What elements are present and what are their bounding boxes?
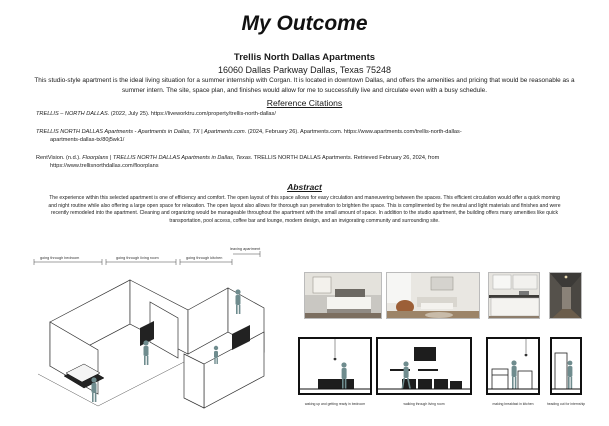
reference-title: TRELLIS NORTH DALLAS Apartments - Apartments in Dallas, TX | Apartments.com.	[36, 129, 247, 135]
label-bedroom: going through bedroom	[40, 256, 80, 260]
isometric-walls	[50, 280, 264, 408]
vignette-caption: waking up and getting ready in bedroom	[304, 402, 366, 406]
label-leaving: leaving apartment	[230, 247, 261, 251]
reference-detail: (2022, July 25). https://liveworktru.com/property/trellis-north-dallas/	[109, 111, 276, 117]
reference-item	[36, 154, 576, 170]
kitchen-vignette	[488, 339, 538, 393]
leaving-vignette-panel	[550, 337, 582, 395]
abstract-text: The experience within this selected apartment is one of efficiency and comfort. The open layout of this space allows for easy circulation and maneuvering between the spaces. This efficient circulation would offer a quick morning and night routine while also offering a large open space for relaxation. The open layout also allows for thorough sun penetration to brighten the space. This is complimented by the neutral and light materials and finishes and were recently remodeled into the apartment. Cleaning and organizing would be manageable throughout the apartment with the small amount of space. In addition to the studio apartment, the building offers many amenities like quick transportation, pool access, coffee bar and lounge, modern design, and an invigorating community and surrounding site.	[48, 195, 561, 224]
page-title: My Outcome	[241, 12, 368, 35]
hallway-photo	[549, 272, 582, 319]
reference-title: Floorplans | TRELLIS NORTH DALLAS Apartments in Dallas, Texas.	[82, 155, 253, 161]
reference-link[interactable]: apartments-dallas-tx/80j5wk1/	[50, 137, 125, 143]
vignette-caption: heading out for internship	[546, 402, 586, 406]
isometric-circulation-diagram	[28, 244, 272, 420]
leaving-vignette	[552, 339, 580, 393]
reference-detail: TRELLIS NORTH DALLAS Apartments. Retrieved February 26, 2024, from	[252, 155, 440, 161]
tv-icon	[414, 347, 436, 361]
kitchen-photo	[488, 272, 540, 319]
apartment-name: Trellis North Dallas Apartments	[233, 52, 376, 63]
reference-item	[36, 128, 576, 144]
kitchen-photo-image	[489, 273, 540, 319]
reference-author: RentVision. (n.d.).	[36, 155, 83, 161]
references-heading: Reference Citations	[266, 98, 343, 108]
bedroom-vignette	[300, 339, 370, 393]
hallway-photo-image	[550, 273, 582, 319]
reference-link[interactable]: https://www.trellisnorthdallas.com/floorplans	[50, 163, 159, 169]
label-kitchen: going through kitchen	[186, 256, 223, 260]
apartment-description: This studio-style apartment is the ideal living situation for a summer internship with Corgan. It is located in downtown Dallas, and offers the amenities and pricing that would be reasonable as a summer intern. The site, space plan, and finishes would allow for me to successfully live and circulate even with a busy schedule.	[34, 77, 575, 94]
label-living-room: going through living room	[116, 256, 159, 260]
kitchen-vignette-panel	[486, 337, 540, 395]
abstract-heading: Abstract	[287, 182, 322, 192]
apartment-address: 16060 Dallas Parkway Dallas, Texas 75248	[218, 65, 391, 75]
bedroom-photo-image	[305, 273, 382, 319]
door-icon	[555, 353, 567, 389]
bedroom-vignette-panel	[298, 337, 372, 395]
living-room-vignette-panel	[376, 337, 472, 395]
reference-item	[36, 110, 576, 118]
person-figure-icon	[511, 360, 516, 389]
living-room-vignette	[378, 339, 470, 393]
sofa-icon	[402, 379, 462, 389]
living-room-photo-image	[387, 273, 480, 319]
vignette-caption: making breakfast in kitchen	[492, 402, 534, 406]
person-figure-icon	[568, 361, 573, 389]
bed-icon	[318, 379, 354, 389]
bedroom-photo	[304, 272, 382, 319]
living-room-photo	[386, 272, 480, 319]
reference-detail: (2024, February 26). Apartments.com. https://www.apartments.com/trellis-north-dallas-	[246, 129, 462, 135]
vignette-caption: walking through living room	[403, 402, 445, 406]
reference-title: TRELLIS – NORTH DALLAS.	[36, 111, 110, 117]
